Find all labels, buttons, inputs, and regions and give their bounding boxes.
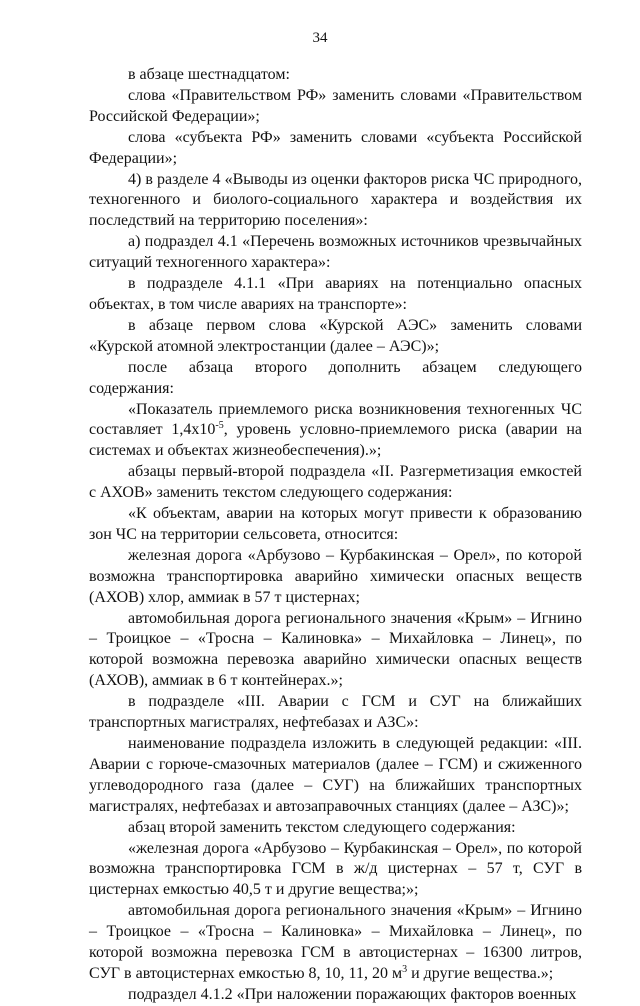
page-number: 34 xyxy=(312,30,328,46)
paragraph: слова «субъекта РФ» заменить словами «субъекта Российской Федерации»; xyxy=(89,128,582,167)
paragraph: автомобильная дорога регионального значения «Крым» – Игнино – Троицкое – «Тросна – Калиновка» – Михайловка – Линец», по которой возможна перевозка аварийно химически опасных веществ (АХОВ), аммиак в 6 т контейнерах.»; xyxy=(89,609,582,690)
paragraph: в абзаце шестнадцатом: xyxy=(128,66,290,83)
paragraph: в подразделе 4.1.1 «При авариях на потенциально опасных объектах, в том числе авариях на транспорте»: xyxy=(89,275,582,313)
risk-text: «Показатель приемлемого риска возникновения техногенных ЧС составляет 1,4x10 xyxy=(89,400,582,439)
paragraph: в подразделе «III. Аварии с ГСМ и СУГ на ближайших транспортных магистралях, нефтебазах и АЗС»: xyxy=(89,693,582,732)
paragraph: слова «Правительством РФ» заменить словами «Правительством Российской Федерации»; xyxy=(89,86,582,125)
paragraph: в абзаце первом слова «Курской АЭС» заменить словами «Курской атомной электростанции (далее – АЭС)»; xyxy=(89,316,582,355)
cubic-exponent: 3 xyxy=(402,963,408,975)
paragraph: абзац второй заменить текстом следующего содержания: xyxy=(128,818,516,836)
document-body xyxy=(89,65,582,1006)
paragraph: абзацы первый-второй подраздела «II. Разгерметизация емкостей с АХОВ» заменить текстом следующего содержания: xyxy=(89,463,582,502)
risk-tail: , уровень условно-приемлемого риска (аварии на системах и объектах жизнеобеспечения).»; xyxy=(89,421,583,460)
risk-exponent: -5 xyxy=(215,420,224,432)
paragraph-cubic xyxy=(89,901,582,985)
paragraph: железная дорога «Арбузово – Курбакинская – Орел», по которой возможна транспортировка аварийно химически опасных веществ (АХОВ) хлор, аммиак в 57 т цистернах; xyxy=(89,546,582,606)
paragraph: подраздел 4.1.2 «При наложении поражающих факторов военных xyxy=(128,985,577,1003)
paragraph: наименование подраздела изложить в следующей редакции: «III. Аварии с горюче-смазочных материалов (далее – ГСМ) и сжиженного углеводородного газа (далее – СУГ) на ближайших транспортных магистралях, нефтебазах и автозаправочных станциях (далее – АЗС)»; xyxy=(89,735,582,815)
paragraph: «К объектам, аварии на которых могут привести к образованию зон ЧС на территории сельсовета, относится: xyxy=(89,505,582,543)
paragraph: а) подраздел 4.1 «Перечень возможных источников чрезвычайных ситуаций техногенного характера»: xyxy=(89,233,582,272)
paragraph: «железная дорога «Арбузово – Курбакинская – Орел», по которой возможна транспортировка ГСМ в ж/д цистернах – 57 т, СУГ в цистернах емкостью 40,5 т и другие вещества;»; xyxy=(89,839,582,899)
cubic-tail: и другие вещества.»; xyxy=(407,964,554,982)
paragraph: после абзаца второго дополнить абзацем следующего содержания: xyxy=(89,358,582,397)
paragraph: 4) в разделе 4 «Выводы из оценки факторов риска ЧС природного, техногенного и биолого-социального характера и воздействия их последствий на территорию поселения»: xyxy=(89,170,582,230)
paragraph-risk xyxy=(89,400,582,463)
cubic-text: автомобильная дорога регионального значения «Крым» – Игнино – Троицкое – «Тросна – Калиновка» – Михайловка – Линец», по которой возможна перевозка ГСМ в автоцистернах – 16300 литров, СУГ в автоцистернах емкостью 8, 10, 11, 20 м xyxy=(89,902,582,982)
